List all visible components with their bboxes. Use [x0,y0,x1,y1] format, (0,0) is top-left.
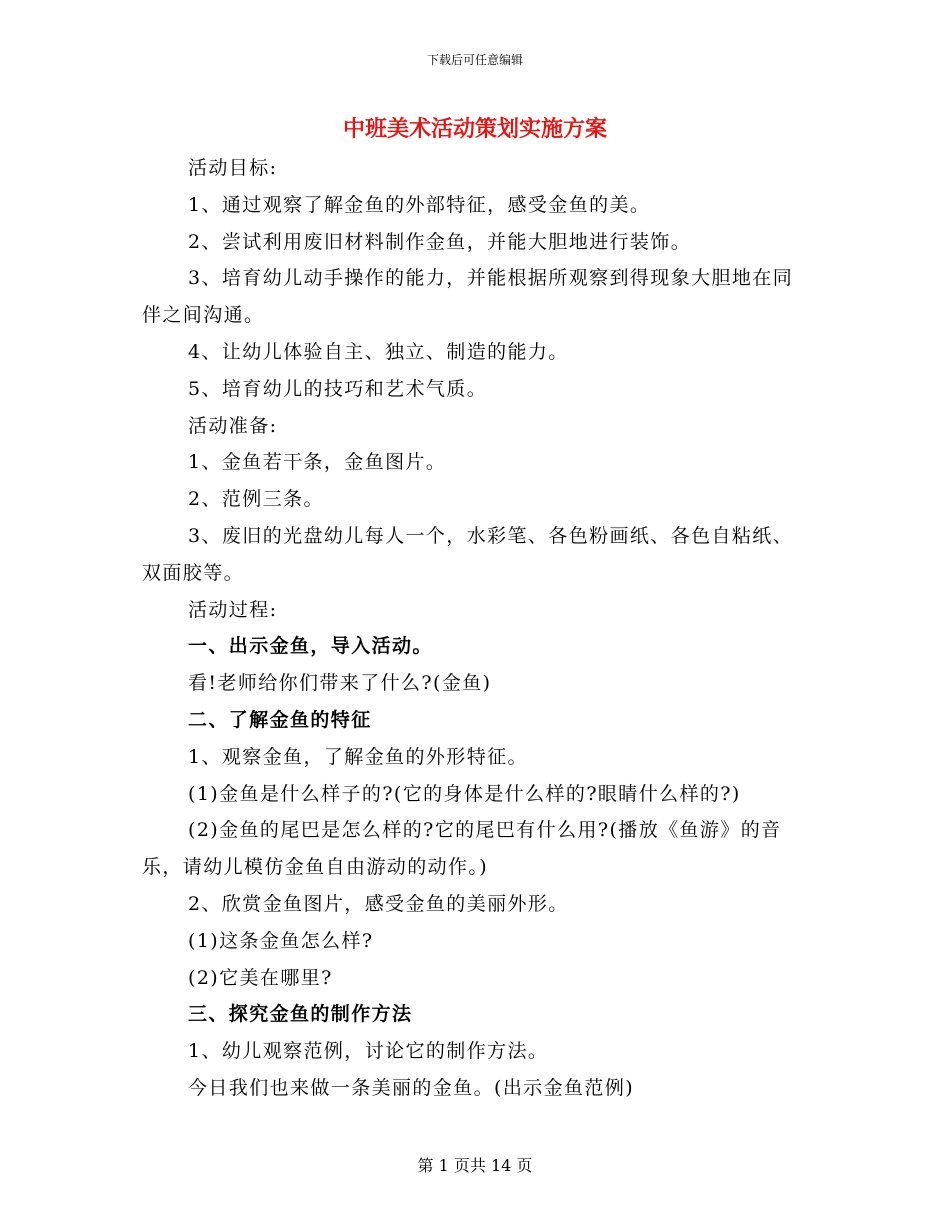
paragraph: 2、尝试利用废旧材料制作金鱼，并能大胆地进行装饰。 [188,230,692,253]
paragraph: 1、金鱼若干条，金鱼图片。 [188,451,447,474]
paragraph: 1、观察金鱼，了解金鱼的外形特征。 [188,745,528,768]
paragraph: 2、范例三条。 [188,488,324,511]
paragraph: 5、培育幼儿的技巧和艺术气质。 [188,377,488,400]
paragraph: 1、幼儿观察范例，讨论它的制作方法。 [188,1040,549,1063]
document-title: 中班美术活动策划实施方案 [342,116,607,142]
paragraph: 3、废旧的光盘幼儿每人一个，水彩笔、各色粉画纸、各色自粘纸、双面胶等。 [142,524,794,584]
paragraph: 2、欣赏金鱼图片，感受金鱼的美丽外形。 [188,892,569,915]
paragraph: (1)金鱼是什么样子的?(它的身体是什么样的?眼睛什么样的?) [188,782,741,805]
paragraph: 活动目标: [188,157,278,179]
section-heading: 一、出示金鱼，导入活动。 [188,635,433,658]
document-body [142,150,812,1107]
paragraph: 4、让幼儿体验自主、独立、制造的能力。 [188,340,569,363]
paragraph: (1)这条金鱼怎么样? [188,929,374,952]
paragraph: 活动过程: [188,598,278,621]
section-heading: 三、探究金鱼的制作方法 [188,1003,413,1026]
paragraph: (2)它美在哪里? [188,966,333,989]
section-heading: 二、了解金鱼的特征 [188,708,372,731]
paragraph: (2)金鱼的尾巴是怎么样的?它的尾巴有什么用?(播放《鱼游》的音乐，请幼儿模仿金鱼自由游动的动作。) [142,819,782,879]
page-header: 下载后可任意编辑 [426,53,523,67]
paragraph: 3、培育幼儿动手操作的能力，并能根据所观察到得现象大胆地在同伴之间沟通。 [142,267,794,327]
paragraph: 1、通过观察了解金鱼的外部特征，感受金鱼的美。 [188,193,651,216]
paragraph: 今日我们也来做一条美丽的金鱼。(出示金鱼范例) [188,1076,635,1099]
paragraph: 活动准备: [188,414,278,437]
paragraph: 看!老师给你们带来了什么?(金鱼) [188,672,492,695]
page-footer: 第 1 页共 14 页 [417,1156,533,1175]
